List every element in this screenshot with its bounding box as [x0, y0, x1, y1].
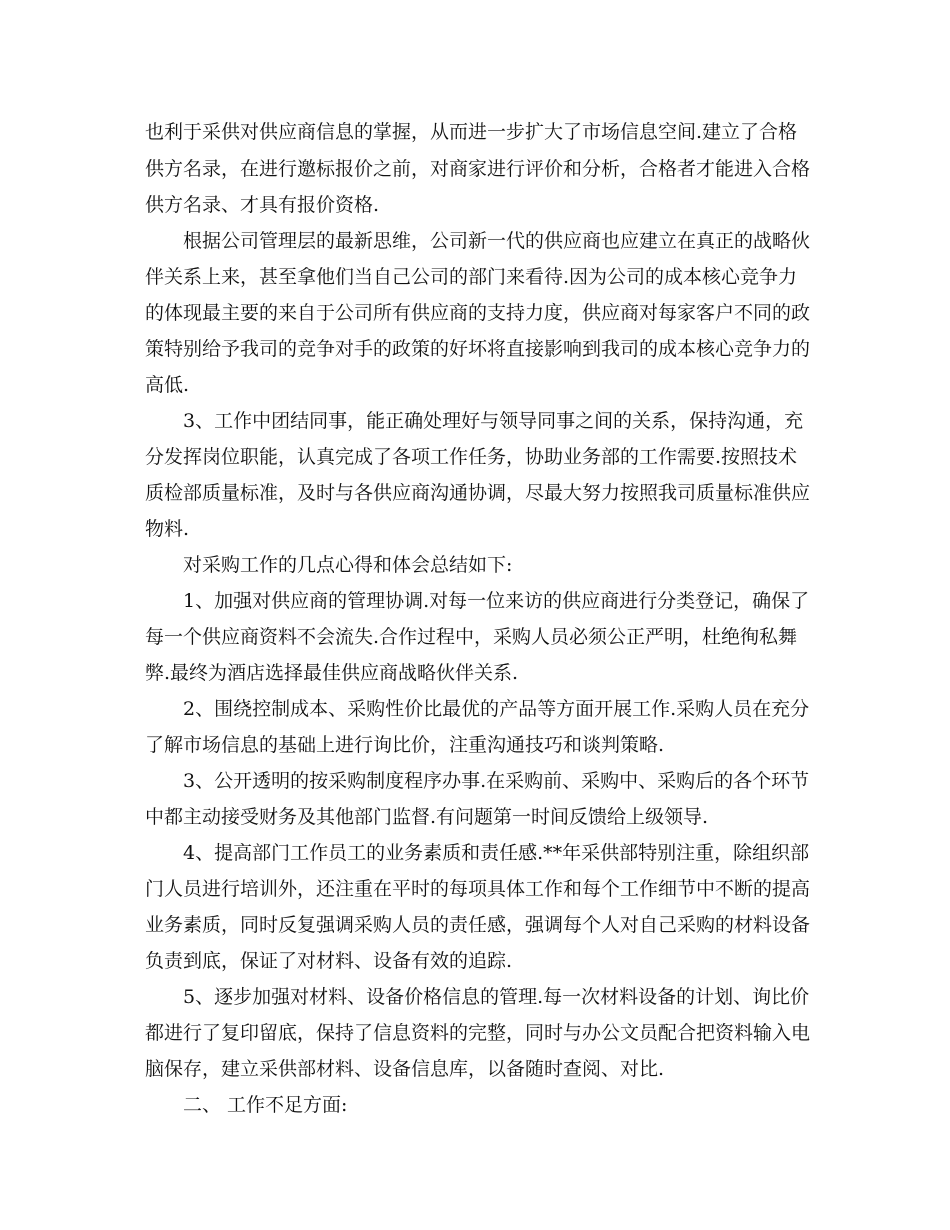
text-line: 物料.: [145, 518, 190, 540]
text-line: 弊.最终为酒店选择最佳供应商战略伙伴关系.: [145, 662, 519, 684]
text-line: 供方名录，在进行邀标报价之前，对商家进行评价和分析，合格者才能进入合格: [145, 158, 811, 180]
paragraph-start-line: 3、工作中团结同事，能正确处理好与领导同事之间的关系，保持沟通，充: [183, 410, 804, 432]
paragraph-start-line: 5、逐步加强对材料、设备价格信息的管理.每一次材料设备的计划、询比价: [183, 986, 810, 1008]
text-line: 质检部质量标准，及时与各供应商沟通协调，尽最大努力按照我司质量标准供应: [145, 482, 811, 504]
paragraph-start-line: 3、公开透明的按采购制度程序办事.在采购前、采购中、采购后的各个环节: [183, 770, 810, 792]
paragraph-start-line: 1、加强对供应商的管理协调.对每一位来访的供应商进行分类登记，确保了: [183, 590, 810, 612]
paragraph-start-line: 对采购工作的几点心得和体会总结如下:: [183, 554, 513, 576]
text-line: 伴关系上来，甚至拿他们当自己公司的部门来看待.因为公司的成本核心竞争力: [145, 266, 798, 288]
text-line: 中都主动接受财务及其他部门监督.有问题第一时间反馈给上级领导.: [145, 806, 709, 828]
text-line: 也利于采供对供应商信息的掌握，从而进一步扩大了市场信息空间.建立了合格: [145, 121, 798, 143]
text-line: 供方名录、才具有报价资格.: [145, 194, 380, 216]
text-line: 分发挥岗位职能，认真完成了各项工作任务，协助业务部的工作需要.按照技术: [145, 446, 798, 468]
paragraph-start-line: 4、提高部门工作员工的业务素质和责任感.**年采供部特别注重，除组织部: [183, 842, 810, 864]
section-heading: 二、 工作不足方面:: [183, 1094, 348, 1116]
text-line: 每一个供应商资料不会流失.合作过程中，采购人员必须公正严明，杜绝徇私舞: [145, 626, 798, 648]
text-line: 高低.: [145, 374, 190, 396]
text-line: 负责到底，保证了对材料、设备有效的追踪.: [145, 950, 513, 972]
text-line: 业务素质，同时反复强调采购人员的责任感，强调每个人对自己采购的材料设备: [145, 914, 811, 936]
text-line: 脑保存，建立采供部材料、设备信息库，以备随时查阅、对比.: [145, 1058, 665, 1080]
text-line: 门人员进行培训外，还注重在平时的每项具体工作和每个工作细节中不断的提高: [145, 878, 811, 900]
text-line: 都进行了复印留底，保持了信息资料的完整，同时与办公文员配合把资料输入电: [145, 1022, 811, 1044]
paragraph-start-line: 2、围绕控制成本、采购性价比最优的产品等方面开展工作.采购人员在充分: [183, 698, 810, 720]
text-line: 策特别给予我司的竞争对手的政策的好坏将直接影响到我司的成本核心竞争力的: [145, 338, 811, 360]
paragraph-start-line: 根据公司管理层的最新思维，公司新一代的供应商也应建立在真正的战略伙: [183, 230, 811, 252]
text-line: 的体现最主要的来自于公司所有供应商的支持力度，供应商对每家客户不同的政: [145, 302, 811, 324]
text-line: 了解市场信息的基础上进行询比价，注重沟通技巧和谈判策略.: [145, 734, 665, 756]
